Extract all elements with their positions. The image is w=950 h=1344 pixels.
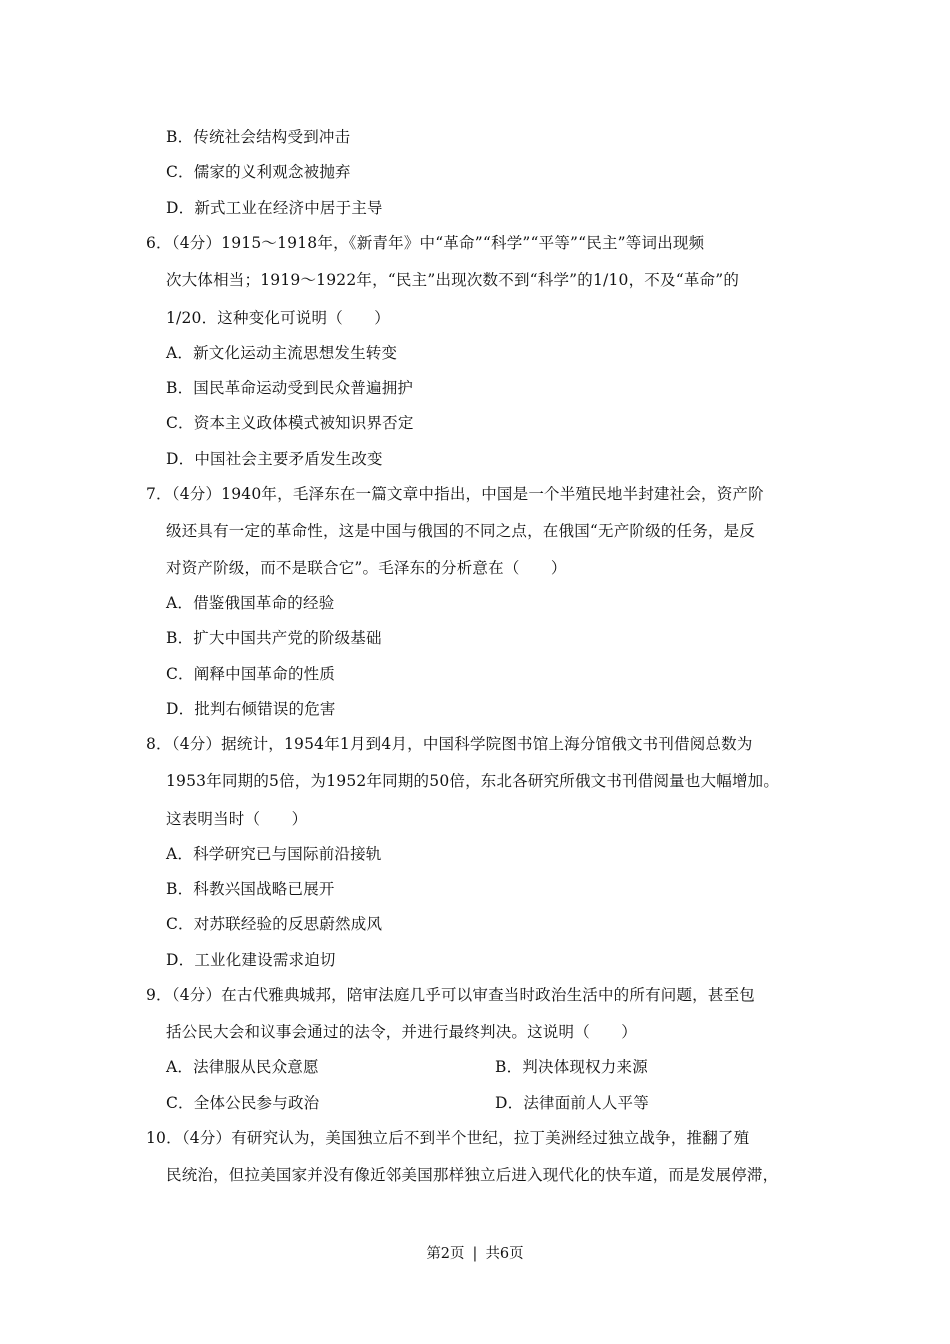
- q10-stem-line1: 10．（4分）有研究认为，美国独立后不到半个世纪，拉丁美洲经过独立战争，推翻了殖: [146, 1129, 750, 1147]
- q7-option-d: D．批判右倾错误的危害: [166, 700, 336, 718]
- q7-stem-line3: 对资产阶级，而不是联合它”。毛泽东的分析意在（ ）: [166, 559, 567, 577]
- q8-stem-line3: 这表明当时（ ）: [166, 810, 308, 828]
- page-footer: [0, 1244, 950, 1264]
- q6-option-c: C．资本主义政体模式被知识界否定: [166, 414, 414, 432]
- q7-stem-line1: 7．（4分）1940年，毛泽东在一篇文章中指出，中国是一个半殖民地半封建社会，资产阶: [146, 485, 764, 503]
- q5-option-b: B．传统社会结构受到冲击: [166, 128, 351, 146]
- q6-stem-line1: 6．（4分）1915～1918年，《新青年》中“革命”“科学”“平等”“民主”等词出现频: [146, 234, 705, 252]
- q8-option-d: D．工业化建设需求迫切: [166, 951, 336, 969]
- q8-option-b: B．科教兴国战略已展开: [166, 880, 335, 898]
- q8-stem-line2: 1953年同期的5倍，为1952年同期的50倍，东北各研究所俄文书刊借阅量也大幅增加。: [166, 772, 780, 790]
- q6-stem-line2: 次大体相当；1919～1922年，“民主”出现次数不到“科学”的1/10，不及“革命”的: [166, 271, 740, 289]
- q9-option-d: D．法律面前人人平等: [495, 1094, 649, 1112]
- q6-option-a: A．新文化运动主流思想发生转变: [166, 344, 398, 362]
- q8-option-a: A．科学研究已与国际前沿接轨: [166, 845, 382, 863]
- q7-stem-line2: 级还具有一定的革命性，这是中国与俄国的不同之点，在俄国“无产阶级的任务，是反: [166, 522, 756, 540]
- q9-stem-line2: 括公民大会和议事会通过的法令，并进行最终判决。这说明（ ）: [166, 1023, 638, 1041]
- q9-stem-line1: 9．（4分）在古代雅典城邦，陪审法庭几乎可以审查当时政治生活中的所有问题，甚至包: [146, 986, 755, 1004]
- q7-option-b: B．扩大中国共产党的阶级基础: [166, 629, 382, 647]
- q9-option-a: A．法律服从民众意愿: [166, 1058, 319, 1076]
- footer-page-number: 第2页: [426, 1246, 465, 1262]
- q8-option-c: C．对苏联经验的反思蔚然成风: [166, 915, 383, 933]
- q7-option-a: A．借鉴俄国革命的经验: [166, 594, 335, 612]
- q6-option-d: D．中国社会主要矛盾发生改变: [166, 450, 383, 468]
- q8-stem-line1: 8．（4分）据统计，1954年1月到4月，中国科学院图书馆上海分馆俄文书刊借阅总数为: [146, 735, 753, 753]
- q9-option-b: B．判决体现权力来源: [495, 1058, 648, 1076]
- q5-option-d: D．新式工业在经济中居于主导: [166, 199, 383, 217]
- footer-total-pages: 共6页: [485, 1246, 524, 1262]
- q6-stem-line3: 1/20．这种变化可说明（ ）: [166, 309, 391, 327]
- q9-option-c: C．全体公民参与政治: [166, 1094, 320, 1112]
- q10-stem-line2: 民统治，但拉美国家并没有像近邻美国那样独立后进入现代化的快车道，而是发展停滞，: [166, 1166, 779, 1184]
- q6-option-b: B．国民革命运动受到民众普遍拥护: [166, 379, 414, 397]
- q5-option-c: C．儒家的义利观念被抛弃: [166, 163, 351, 181]
- footer-separator: |: [472, 1246, 478, 1262]
- q7-option-c: C．阐释中国革命的性质: [166, 665, 336, 683]
